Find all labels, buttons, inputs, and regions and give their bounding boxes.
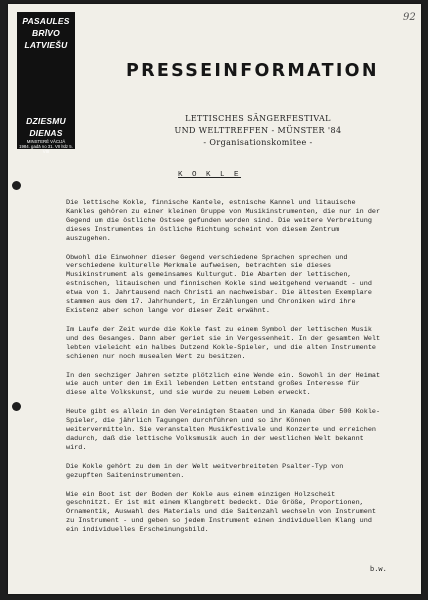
- article-body: [66, 199, 384, 545]
- logo-line-5: DIENAS: [29, 128, 63, 138]
- document-page: [8, 4, 421, 594]
- paragraph-5: Heute gibt es allein in den Vereinigten Staaten und in Kanada über 500 Kokle-Spieler, die jährlich Tagungen durchführen und so ihr Können weitervermitteln. Sie veranstalten Musikfestivale und Konzerte und erreichen dadurch, daß die lettische Volksmusik auch in der westlichen Welt bekannt wird.: [66, 408, 381, 452]
- committee-line: - Organisationskomitee -: [203, 138, 313, 147]
- paragraph-3: Im Laufe der Zeit wurde die Kokle fast zu einem Symbol der lettischen Musik und des Gesanges. Dann aber geriet sie in Vergessenheit. In der gesamten Welt lebten vieleicht ein halbes Dutzend Kokle-Spieler, und die alten Instrumente schienen nur noch musealen Wert zu besitzen.: [66, 325, 381, 361]
- paragraph-4: In den sechziger Jahren setzte plötzlich eine Wende ein. Sowohl in der Heimat wie auch unter den im Exil lebenden Letten entstand großes Interesse für diese alte Volkskunst, und sie wurde zu neuem Leben erweckt.: [66, 371, 381, 398]
- logo-line-1: PASAULES: [22, 16, 70, 26]
- punch-hole-top: [12, 181, 21, 190]
- festival-logo: [17, 12, 75, 154]
- article-title: K O K L E: [178, 171, 242, 179]
- event-line-1: LETTISCHES SÄNGERFESTIVAL: [185, 114, 331, 123]
- paragraph-1: Die lettische Kokle, finnische Kantele, estnische Kannel und litauische Kankles gehören zu einer kleinen Gruppe von Musikinstrumenten, die nur in der Gegend um die östliche Ostsee gefunden worden sind. Die weitere Verbreitung dieses Instrumentes in östliche Richtung scheint von diesem Zentrum auszugehen.: [66, 199, 381, 243]
- paragraph-6: Die Kokle gehört zu dem in der Welt weitverbreiteten Psalter-Typ von gezupften Saiteninstrumenten.: [66, 462, 344, 480]
- paragraph-2: Obwohl die Einwohner dieser Gegend verschiedene Sprachen sprechen und verschiedene kulturelle Merkmale aufweisen, betrachten sie dieses Musikinstrument als gemeinsames Kulturgut. Die Abarten der lettischen, estnischen, litauischen und finnischen Kokle sind weitgehend verwandt - und etwa von 1. Jahrtausend nach Christi an nachweisbar. Die ältesten Exemplare stammen aus dem 17. Jahrhundert, in Erzählungen und Chroniken wird ihre Existenz aber schon lange vor dieser Zeit erwähnt.: [66, 253, 372, 315]
- document-title: PRESSEINFORMATION: [126, 61, 379, 81]
- logo-sub-line-1: MINSTERĒ VĀCIJĀ: [26, 139, 66, 144]
- page-number: 92: [403, 12, 416, 23]
- logo-line-2: BRĪVO: [32, 28, 60, 38]
- logo-line-3: LATVIEŠU: [24, 40, 68, 50]
- punch-hole-bottom: [12, 402, 21, 411]
- paragraph-7: Wie ein Boot ist der Boden der Kokle aus einem einzigen Holzscheit geschnitzt. Er ist mit einem Klangbrett bedeckt. Die Größe, Proportionen, Ornamentik, Auswahl des Materials und die Saitenzahl wechseln von Instrument zu Instrument - und geben so jedem Instrument einen individuellen Klang und ein individuelles Erscheinungsbild.: [66, 490, 376, 535]
- logo-line-4: DZIESMU: [26, 116, 66, 126]
- author-signature: b.w.: [370, 566, 387, 574]
- logo-sub-line-2: 1984. gadā no 31. VII līdz 5. VIII: [19, 144, 73, 154]
- event-line-2: UND WELTTREFFEN - MÜNSTER '84: [174, 126, 342, 135]
